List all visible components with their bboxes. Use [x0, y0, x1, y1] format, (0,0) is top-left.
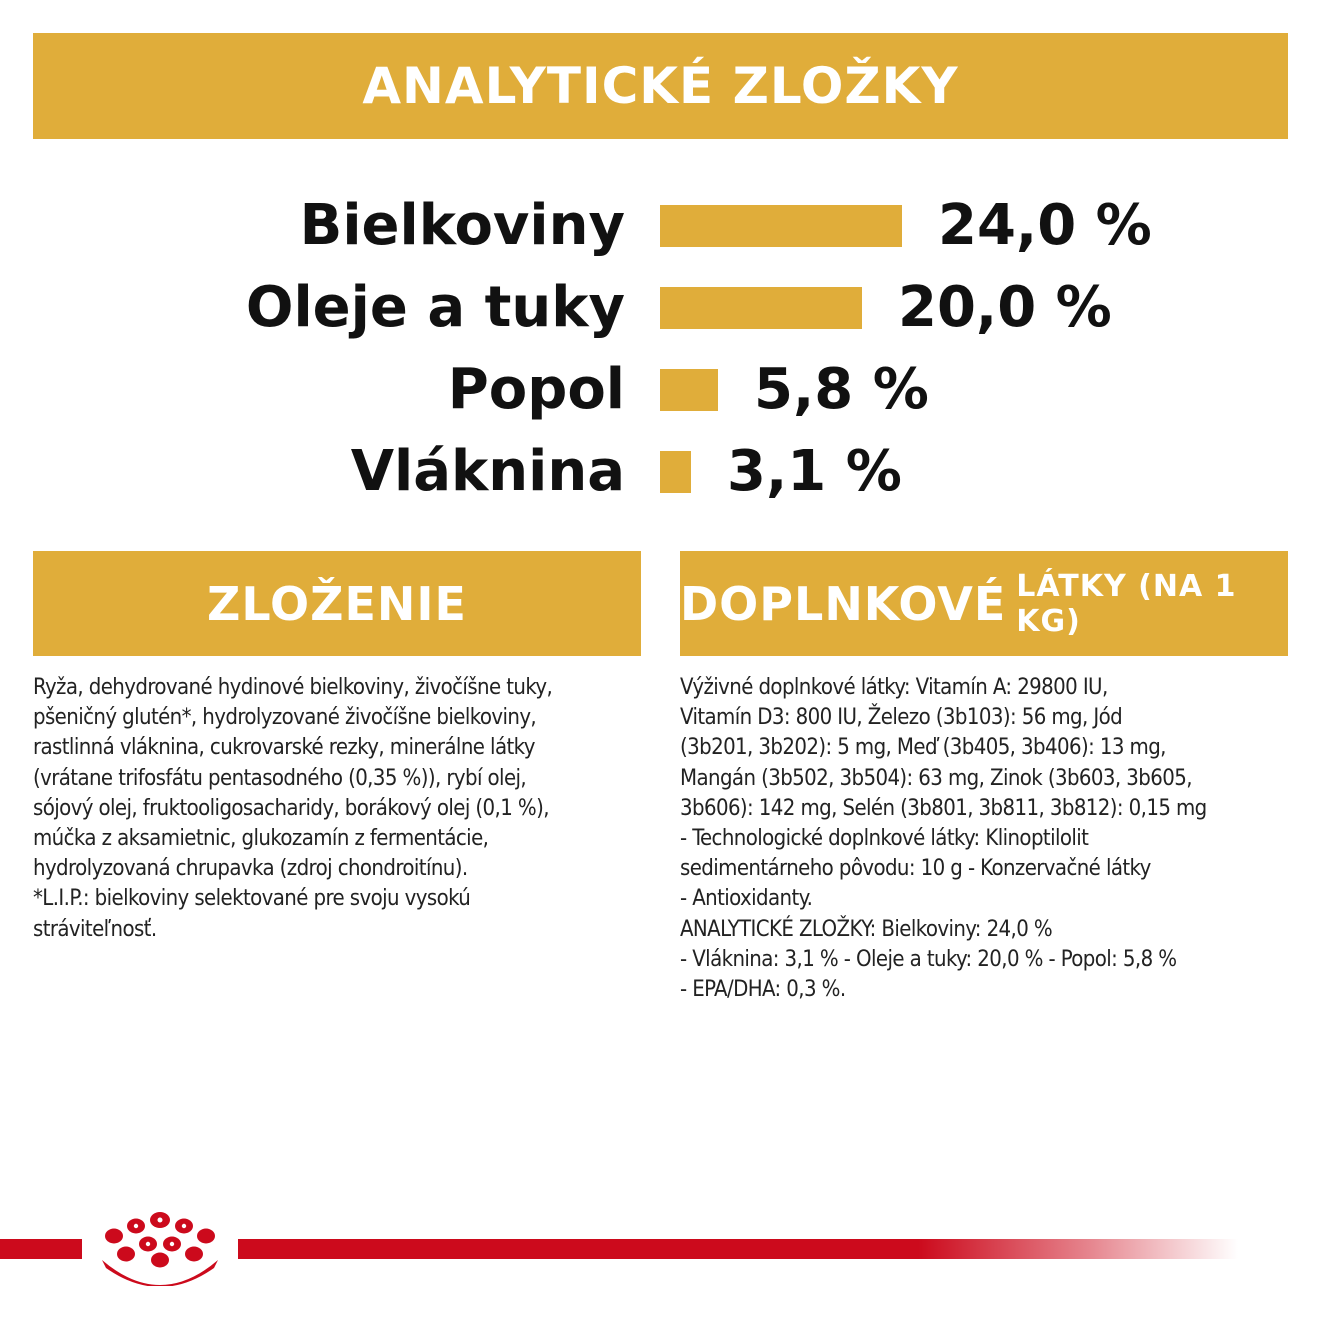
- analytics-row-label: Vláknina: [350, 439, 625, 504]
- analytics-row-bar: [660, 287, 862, 329]
- additives-title: DOPLNKOVÉ: [680, 576, 1007, 631]
- analytics-row-bar: [660, 205, 902, 247]
- analytics-row-label: Oleje a tuky: [245, 275, 625, 340]
- analytics-row-label: Popol: [447, 357, 625, 422]
- royal-canin-crown-icon: [94, 1210, 226, 1286]
- additives-header-banner: [680, 551, 1288, 656]
- analytics-row-value: 20,0 %: [898, 275, 1112, 340]
- analytics-row: [0, 439, 1320, 504]
- analytics-title: ANALYTICKÉ ZLOŽKY: [362, 57, 959, 115]
- footer-line-left: [0, 1239, 82, 1259]
- composition-text: Ryža, dehydrované hydinové bielkoviny, živočíšne tuky, pšeničný glutén*, hydrolyzované živočíšne bielkoviny, rastlinná vláknina, cukrovarské rezky, minerálne látky (vrátane trifosfátu pentasodného (0,35 %)), rybí olej, sójový olej, fruktooligosacharidy, borákový olej (0,1 %), múčka z aksamietnic, glukozamín z fermentácie, hydrolyzovaná chrupavka (zdroj chondroitínu). *L.I.P.: bielkoviny selektované pre svoju vysokú stráviteľnosť.: [33, 675, 553, 942]
- analytics-row-bar: [660, 369, 718, 411]
- analytics-row-value: 5,8 %: [754, 357, 929, 422]
- composition-header-banner: [33, 551, 641, 656]
- composition-title: ZLOŽENIE: [207, 576, 467, 631]
- analytics-row: [0, 193, 1320, 258]
- analytics-header-banner: [33, 33, 1288, 139]
- analytics-row-label: Bielkoviny: [299, 193, 625, 258]
- analytics-row: [0, 357, 1320, 422]
- analytics-row: [0, 275, 1320, 340]
- analytics-row-bar: [660, 451, 691, 493]
- analytics-row-value: 3,1 %: [727, 439, 902, 504]
- analytics-row-value: 24,0 %: [938, 193, 1152, 258]
- additives-subtitle: LÁTKY (NA 1 KG): [1016, 568, 1237, 639]
- footer-line-right: [238, 1239, 1238, 1259]
- additives-text: Výživné doplnkové látky: Vitamín A: 29800 IU, Vitamín D3: 800 IU, Železo (3b103): 56 mg, Jód (3b201, 3b202): 5 mg, Meď (3b405, 3b406): 13 mg, Mangán (3b502, 3b504): 63 mg, Zinok (3b603, 3b605, 3b606): 142 mg, Selén (3b801, 3b811, 3b812): 0,15 mg - Technologické doplnkové látky: Klinoptilolit sedimentárneho pôvodu: 10 g - Konzervačné látky - Antioxidanty. ANALYTICKÉ ZLOŽKY: Bielkoviny: 24,0 % - Vláknina: 3,1 % - Oleje a tuky: 20,0 % - Popol: 5,8 % - EPA/DHA: 0,3 %.: [680, 675, 1207, 1003]
